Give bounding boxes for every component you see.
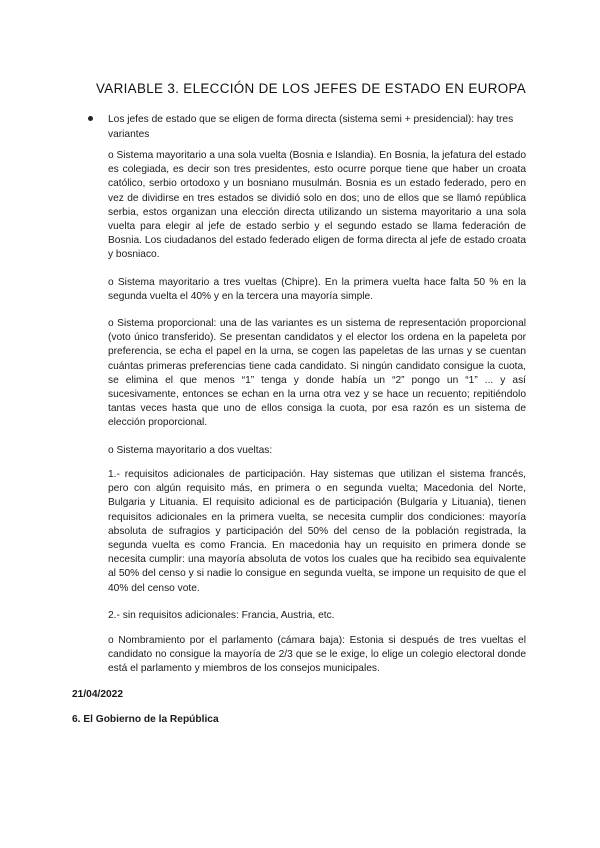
section-title: VARIABLE 3. ELECCIÓN DE LOS JEFES DE ESTADO EN EUROPA	[96, 81, 527, 96]
section-heading: 6. El Gobierno de la República	[72, 714, 219, 725]
paragraph-additional-requirements: 1.- requisitos adicionales de participación. Hay sistemas que utilizan el sistema francés, pero con algún requisito más, en primera o en segunda vuelta; Macedonia del Norte, Bulgaria y Lituania. El requisito adicional es de participación (Bulgaria y Lituania), tienen requisitos adicionales en la primera vuelta, se necesita cumplir dos condiciones: mayoría absoluta de sufragios y participación del 50% del censo de la población registrada, la segunda vuelta es como Francia. En macedonia hay un requisito en primera donde se necesita cumplir: una mayoría absoluta de votos los cuales que ha recibido sea equivalente al 50% del censo y si nadie lo consigue en segunda vuelta, se impone un requisito de que el 40% del censo vote.	[108, 469, 526, 594]
bullet-item	[84, 112, 544, 142]
paragraph-three-rounds: o Sistema mayoritario a tres vueltas (Chipre). En la primera vuelta hace falta 50 % en la segunda vuelta el 40% y en la tercera una mayoría simple.	[108, 277, 526, 303]
date-label: 21/04/2022	[72, 689, 123, 700]
bullet-dot-icon	[88, 116, 93, 121]
paragraph-parliament: o Nombramiento por el parlamento (cámara baja): Estonia si después de tres vueltas el candidato no consigue la mayoría de 2/3 que se le exige, lo elige un colegio electoral donde está el parlamento y miembros de los consejos municipales.	[108, 635, 526, 675]
paragraph-single-round: o Sistema mayoritario a una sola vuelta (Bosnia e Islandia). En Bosnia, la jefatura del estado es colegiada, es decir son tres presidentes, esto ocurre porque tiene que haber un croata católico, serbio ortodoxo y un bosniano musulmán. Bosnia es un estado federado, pero en vez de dividirse en tres estados se dividió solo en dos; uno de ellos que se llamó república serbia, estos organizan una elección directa utilizando un sistema mayoritario a una sola vuelta para elegir al jefe de estado serbio y el segundo estado se llama federación de Bosnia. Los ciudadanos del estado federado eligen de forma directa al jefe de estado croata y bosniaco.	[108, 150, 526, 261]
paragraph-two-rounds: o Sistema mayoritario a dos vueltas:	[108, 445, 273, 456]
paragraph-no-requirements: 2.- sin requisitos adicionales: Francia, Austria, etc.	[108, 610, 335, 621]
paragraph-proportional: o Sistema proporcional: una de las variantes es un sistema de representación proporcional (voto único transferido). Se presentan candidatos y el elector los ordena en la papeleta por preferencia, se echa el papel en la urna, se cogen las papeletas de las urnas y se cuentan cuántas primeras preferencias tiene cada candidato. Si ningún candidato consigue la cuota, se elimina el que menos “1” tenga y donde había un “2” pongo un “1” ... y así sucesivamente, entonces se echan en la urna otra vez y se hace un recuento; repitiéndolo tantas veces hasta que uno de ellos consiga la cuota, por esa razón es un sistema de elección proporcional.	[108, 318, 526, 429]
bullet-text: Los jefes de estado que se eligen de forma directa (sistema semi + presidencial): hay tres variantes	[108, 114, 514, 141]
